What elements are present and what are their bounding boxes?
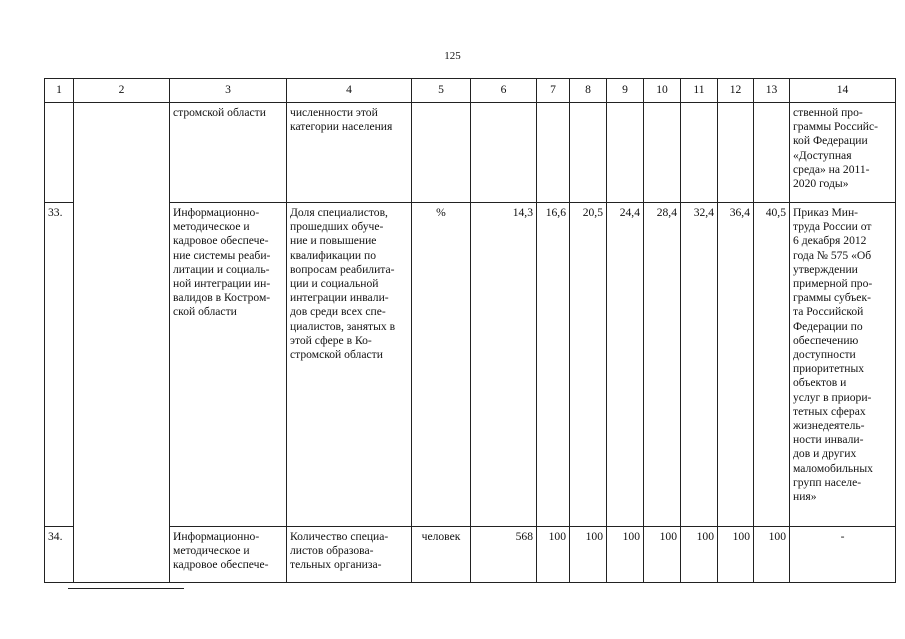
empty-cell — [537, 103, 570, 203]
measure-cell — [170, 203, 287, 527]
text-line: кадровое обеспече- — [173, 558, 269, 572]
text-line: Федерации по — [793, 319, 863, 333]
text-line: Доля специалистов, — [290, 206, 388, 219]
header-cell: 14 — [790, 79, 896, 103]
header-cell: 2 — [74, 79, 170, 103]
text-line: ности инвали- — [793, 433, 864, 447]
text-line: жизнедеятель- — [793, 419, 865, 433]
text-line: ской области — [173, 305, 237, 319]
indicator-cell — [287, 103, 412, 203]
text-line: труда России от — [793, 220, 872, 234]
text-line: дов и других — [793, 447, 857, 461]
value-cell: 16,6 — [537, 203, 570, 527]
value-cell: 14,3 — [471, 203, 537, 527]
text-line: «Доступная — [793, 148, 852, 162]
header-cell: 10 — [644, 79, 681, 103]
header-cell: 3 — [170, 79, 287, 103]
table-row-34 — [45, 527, 896, 583]
value-cell: 100 — [570, 527, 607, 583]
value-cell: 28,4 — [644, 203, 681, 527]
header-cell: 11 — [681, 79, 718, 103]
measure-cell — [170, 527, 287, 583]
text-line: тельных организа- — [290, 558, 382, 572]
header-cell: 7 — [537, 79, 570, 103]
text-line: Информационно- — [173, 530, 260, 543]
empty-cell — [681, 103, 718, 203]
empty-cell — [471, 103, 537, 203]
value-cell: 100 — [718, 527, 754, 583]
text-line: утверждении — [793, 262, 858, 276]
text-line: тетных сферах — [793, 404, 866, 418]
header-cell: 12 — [718, 79, 754, 103]
empty-cell — [570, 103, 607, 203]
header-row — [45, 79, 896, 103]
unit-cell: человек — [412, 527, 471, 583]
empty-cell — [607, 103, 644, 203]
empty-cell — [754, 103, 790, 203]
text-line: обеспечению — [793, 333, 859, 347]
text-line: листов образова- — [290, 544, 374, 558]
text-line: ции и социальной — [290, 277, 379, 291]
header-cell: 9 — [607, 79, 644, 103]
value-cell: 36,4 — [718, 203, 754, 527]
text-line: 6 декабря 2012 — [793, 234, 867, 248]
text-line: категории населения — [290, 120, 393, 134]
header-cell: 4 — [287, 79, 412, 103]
text-line: граммы субъек- — [793, 291, 871, 305]
indicator-cell — [287, 203, 412, 527]
value-cell: 100 — [537, 527, 570, 583]
value-cell: 568 — [471, 527, 537, 583]
text-line: года № 575 «Об — [793, 248, 872, 262]
text-line: групп населе- — [793, 475, 862, 489]
text-line: приоритетных — [793, 362, 865, 376]
header-cell: 6 — [471, 79, 537, 103]
header-cell: 13 — [754, 79, 790, 103]
value-cell: 100 — [681, 527, 718, 583]
value-cell: 100 — [754, 527, 790, 583]
text-line: Количество специа- — [290, 530, 389, 543]
text-line: интеграции инвали- — [290, 291, 389, 305]
text-line: валидов в Костром- — [173, 291, 271, 305]
text-line: стромской области — [290, 348, 383, 362]
text-line: кой Федерации — [793, 134, 868, 148]
number-cell: 33. — [45, 203, 74, 527]
separator-line — [68, 588, 184, 589]
text-line: ной интеграции ин- — [173, 277, 271, 291]
value-cell: 40,5 — [754, 203, 790, 527]
source-cell — [790, 103, 896, 203]
text-line: квалификации по — [290, 248, 377, 262]
value-cell: 24,4 — [607, 203, 644, 527]
text-line: методическое и — [173, 544, 250, 558]
text-line: ственной про- — [793, 106, 863, 119]
page-number: 125 — [444, 50, 461, 62]
text-line: дов среди всех спе- — [290, 305, 386, 319]
text-line: ния» — [793, 490, 817, 504]
text-line: примерной про- — [793, 277, 873, 291]
measure-cell — [170, 103, 287, 203]
text-line: 2020 годы» — [793, 177, 849, 191]
text-line: услуг в приори- — [793, 390, 872, 404]
text-line: кадровое обеспече- — [173, 234, 269, 248]
text-line: Информационно- — [173, 206, 260, 219]
empty-cell — [412, 103, 471, 203]
value-cell: 32,4 — [681, 203, 718, 527]
text-line: маломобильных — [793, 461, 873, 475]
header-cell: 5 — [412, 79, 471, 103]
text-line: методическое и — [173, 220, 250, 234]
text-line: этой сфере в Ко- — [290, 333, 372, 347]
text-line: среда» на 2011- — [793, 162, 870, 176]
table-row-33 — [45, 203, 896, 527]
source-cell: - — [790, 527, 896, 583]
text-line: стромской области — [173, 106, 266, 119]
header-cell: 1 — [45, 79, 74, 103]
empty-cell — [718, 103, 754, 203]
number-cell — [45, 103, 74, 203]
text-line: объектов и — [793, 376, 847, 390]
indicator-cell — [287, 527, 412, 583]
value-cell: 100 — [644, 527, 681, 583]
text-line: ние и повышение — [290, 234, 377, 248]
document-table — [44, 78, 896, 583]
header-cell: 8 — [570, 79, 607, 103]
text-line: вопросам реабилита- — [290, 262, 395, 276]
empty-cell — [644, 103, 681, 203]
text-line: прошедших обуче- — [290, 220, 384, 234]
value-cell: 20,5 — [570, 203, 607, 527]
unit-cell: % — [412, 203, 471, 527]
text-line: циалистов, занятых в — [290, 319, 396, 333]
continuation-row — [45, 103, 896, 203]
merged-cell — [74, 103, 170, 583]
value-cell: 100 — [607, 527, 644, 583]
number-cell: 34. — [45, 527, 74, 583]
text-line: литации и социаль- — [173, 262, 270, 276]
source-cell — [790, 203, 896, 527]
text-line: та Российской — [793, 305, 864, 319]
text-line: численности этой — [290, 106, 378, 119]
text-line: доступности — [793, 348, 856, 362]
text-line: граммы Российс- — [793, 120, 879, 134]
text-line: Приказ Мин- — [793, 206, 859, 219]
text-line: ние системы реаби- — [173, 248, 271, 262]
